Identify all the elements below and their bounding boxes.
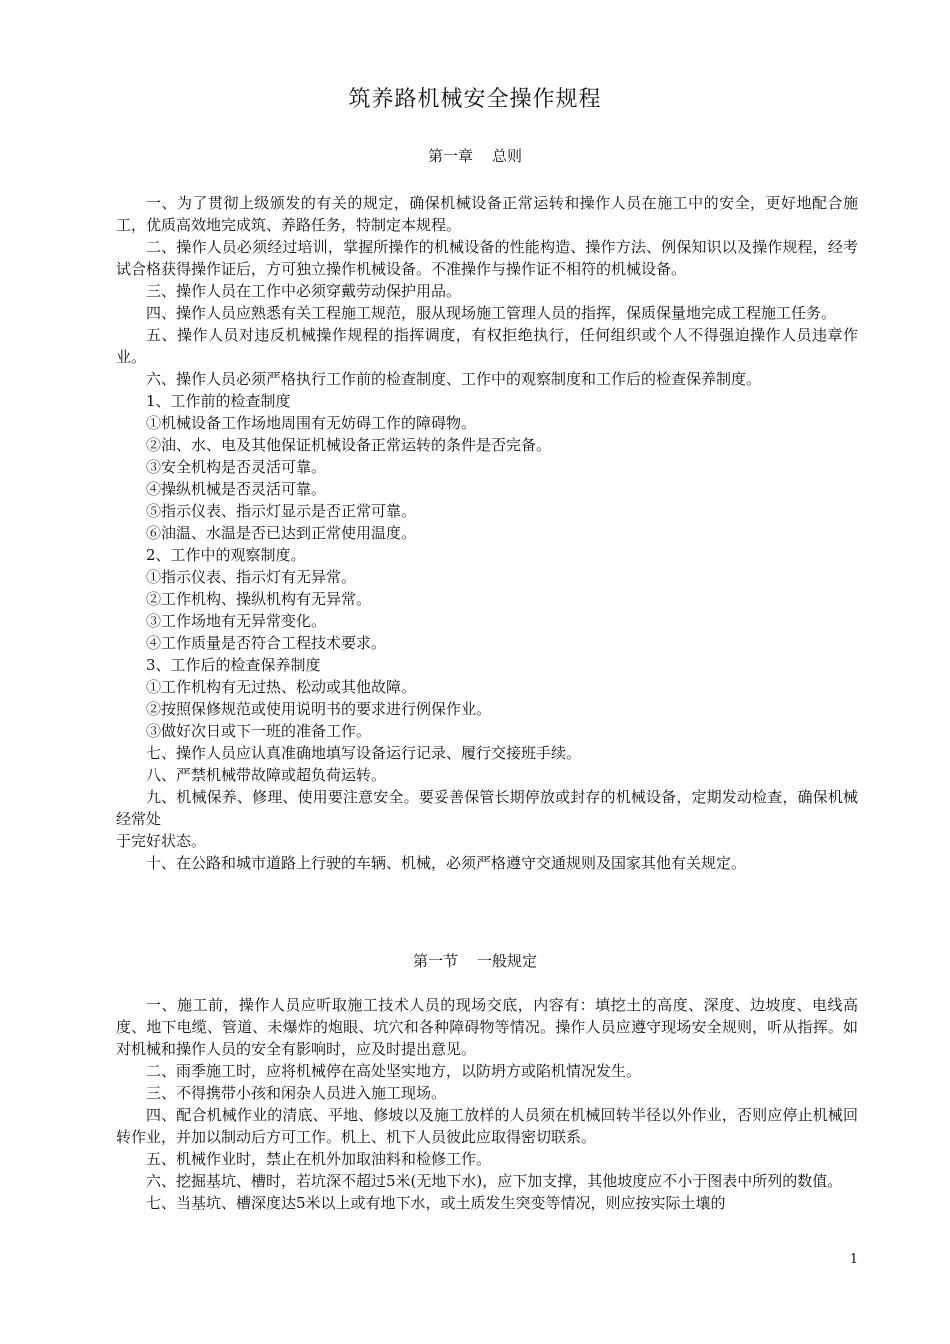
list-item: ③做好次日或下一班的准备工作。 bbox=[146, 722, 372, 740]
page-number: 1 bbox=[849, 1252, 858, 1267]
general-rules-text bbox=[116, 994, 858, 1214]
list-item: ①指示仪表、指示灯有无异常。 bbox=[146, 568, 357, 586]
paragraph: 九、机械保养、修理、使用要注意安全。要妥善保管长期停放或封存的机械设备，定期发动检查，确保机械经常处 bbox=[116, 788, 858, 828]
list-item: ②工作机构、操纵机构有无异常。 bbox=[146, 590, 372, 608]
paragraph: 四、操作人员应熟悉有关工程施工规范，服从现场施工管理人员的指挥，保质保量地完成工程施工任务。 bbox=[146, 304, 837, 322]
paragraph: 八、严禁机械带故障或超负荷运转。 bbox=[146, 766, 387, 784]
paragraph: 一、为了贯彻上级颁发的有关的规定，确保机械设备正常运转和操作人员在施工中的安全，更好地配合施工，优质高效地完成筑、养路任务，特制定本规程。 bbox=[116, 194, 858, 234]
paragraph: 十、在公路和城市道路上行驶的车辆、机械，必须严格遵守交通规则及国家其他有关规定。 bbox=[146, 854, 747, 872]
document-title: 筑养路机械安全操作规程 bbox=[348, 87, 602, 112]
paragraph: 七、操作人员应认真准确地填写设备运行记录、履行交接班手续。 bbox=[146, 744, 582, 762]
paragraph-continuation: 于完好状态。 bbox=[116, 832, 207, 850]
paragraph: 五、机械作业时，禁止在机外加取油料和检修工作。 bbox=[146, 1150, 492, 1168]
paragraph: 六、挖掘基坑、槽时，若坑深不超过5米(无地下水)，应下加支撑，其他坡度应不小于图表中所列的数值。 bbox=[146, 1172, 843, 1190]
general-provisions-text bbox=[116, 192, 858, 874]
chapter-heading: 第一章 总则 bbox=[427, 147, 523, 165]
list-item: ⑥油温、水温是否已达到正常使用温度。 bbox=[146, 524, 417, 542]
list-item: ②按照保修规范或使用说明书的要求进行例保作业。 bbox=[146, 700, 492, 718]
paragraph: 六、操作人员必须严格执行工作前的检查制度、工作中的观察制度和工作后的检查保养制度。 bbox=[146, 370, 762, 388]
paragraph: 七、当基坑、槽深度达5米以上或有地下水，或土质发生突变等情况，则应按实际土壤的 bbox=[146, 1194, 726, 1212]
list-heading: 1、工作前的检查制度 bbox=[146, 392, 291, 410]
list-item: ②油、水、电及其他保证机械设备正常运转的条件是否完备。 bbox=[146, 436, 552, 454]
paragraph: 二、雨季施工时，应将机械停在高处坚实地方，以防坍方或陷机情况发生。 bbox=[146, 1062, 642, 1080]
list-heading: 3、工作后的检查保养制度 bbox=[146, 656, 321, 674]
list-item: ①工作机构有无过热、松动或其他故障。 bbox=[146, 678, 417, 696]
list-item: ①机械设备工作场地周围有无妨碍工作的障碍物。 bbox=[146, 414, 477, 432]
list-item: ④工作质量是否符合工程技术要求。 bbox=[146, 634, 387, 652]
paragraph: 三、不得携带小孩和闲杂人员进入施工现场。 bbox=[146, 1084, 447, 1102]
paragraph: 五、操作人员对违反机械操作规程的指挥调度，有权拒绝执行，任何组织或个人不得强迫操作人员违章作业。 bbox=[116, 326, 858, 366]
list-item: ⑤指示仪表、指示灯显示是否正常可靠。 bbox=[146, 502, 417, 520]
list-item: ③安全机构是否灵活可靠。 bbox=[146, 458, 327, 476]
paragraph: 四、配合机械作业的清底、平地、修坡以及施工放样的人员须在机械回转半径以外作业，否则应停止机械回转作业，并加以制动后方可工作。机上、机下人员彼此应取得密切联系。 bbox=[116, 1106, 858, 1146]
list-item: ③工作场地有无异常变化。 bbox=[146, 612, 327, 630]
paragraph: 一、施工前，操作人员应听取施工技术人员的现场交底，内容有：填挖土的高度、深度、边坡度、电线高度、地下电缆、管道、未爆炸的炮眼、坑穴和各种障碍物等情况。操作人员应遵守现场安全规则，听从指挥。如对机械和操作人员的安全有影响时，应及时提出意见。 bbox=[116, 996, 858, 1058]
list-item: ④操纵机械是否灵活可靠。 bbox=[146, 480, 327, 498]
paragraph: 二、操作人员必须经过培训，掌握所操作的机械设备的性能构造、操作方法、例保知识以及操作规程，经考试合格获得操作证后，方可独立操作机械设备。不准操作与操作证不相符的机械设备。 bbox=[116, 238, 858, 278]
list-heading: 2、工作中的观察制度。 bbox=[146, 546, 306, 564]
paragraph: 三、操作人员在工作中必须穿戴劳动保护用品。 bbox=[146, 282, 462, 300]
section-heading: 第一节 一般规定 bbox=[412, 952, 538, 970]
